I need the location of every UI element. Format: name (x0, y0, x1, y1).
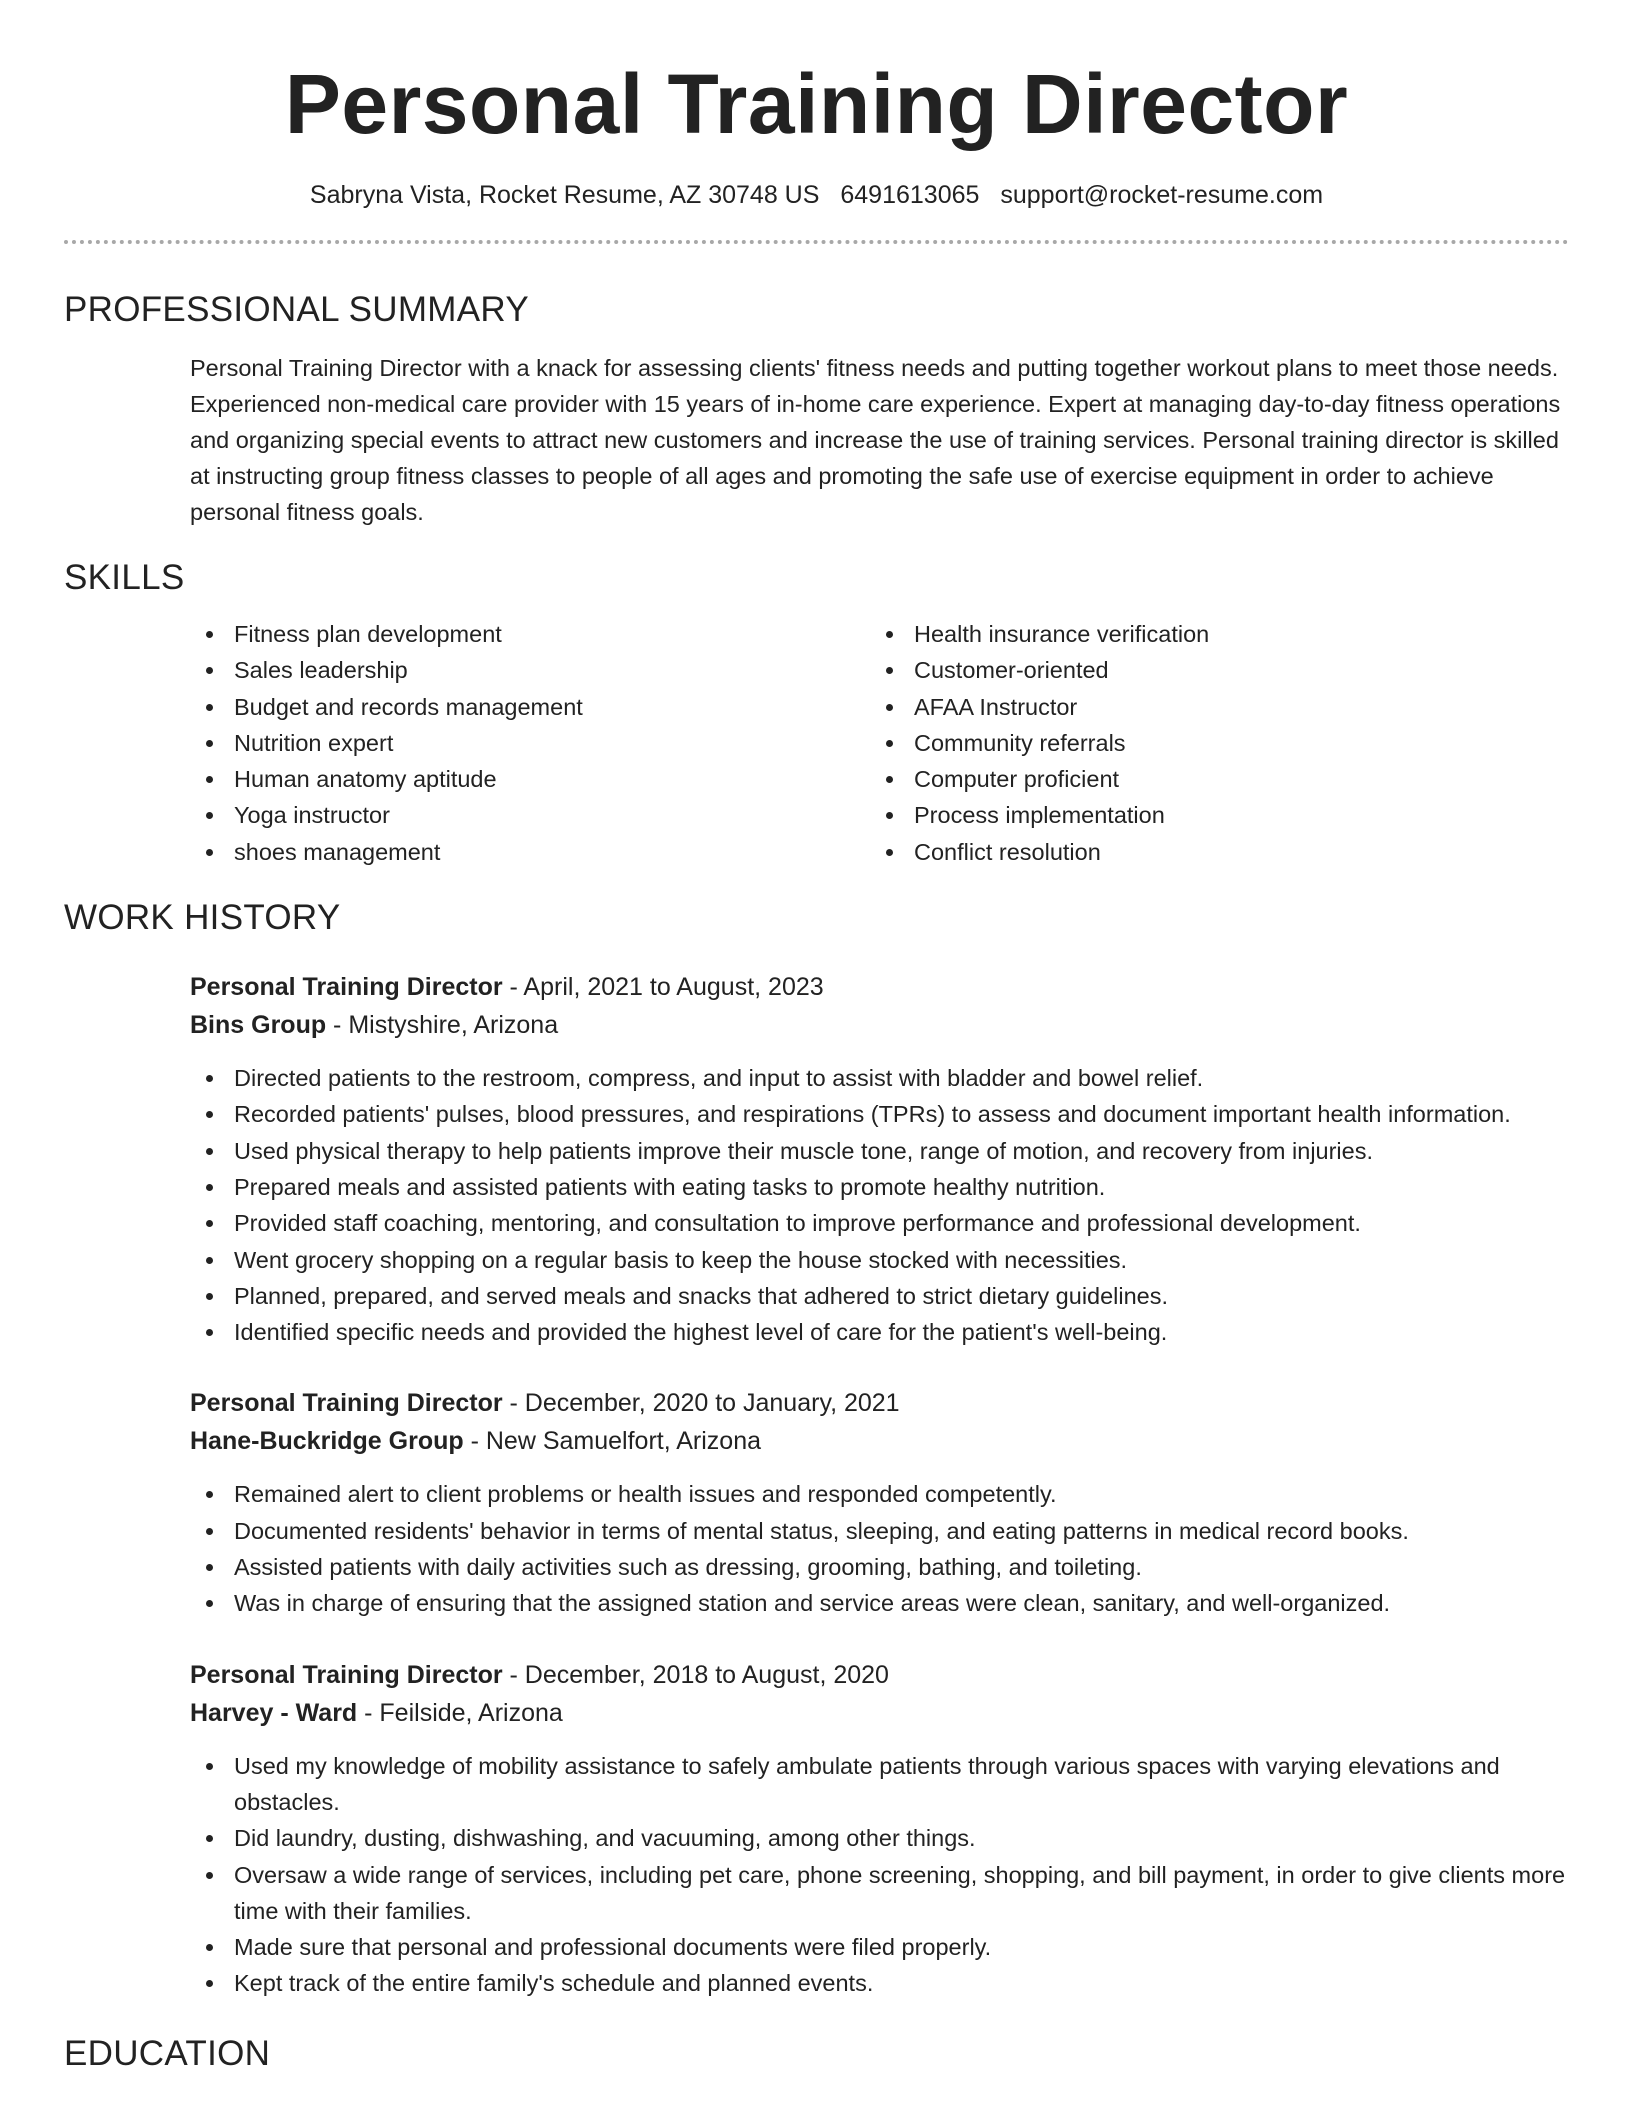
summary-heading: PROFESSIONAL SUMMARY (64, 290, 529, 329)
skills-column-left (190, 616, 870, 870)
job-dates: - December, 2020 to January, 2021 (502, 1389, 900, 1418)
job-title-line (190, 1656, 1569, 1694)
skill-item: Conflict resolution (870, 834, 1550, 870)
job-duties (190, 1060, 1569, 1350)
duty-item: Planned, prepared, and served meals and snacks that adhered to strict dietary guidelines. (190, 1278, 1569, 1314)
skill-item: shoes management (190, 834, 870, 870)
duty-item: Kept track of the entire family's schedule and planned events. (190, 1965, 1569, 2001)
duty-item: Was in charge of ensuring that the assigned station and service areas were clean, sanitary, and well-organized. (190, 1585, 1569, 1621)
skill-item: AFAA Instructor (870, 689, 1550, 725)
job-entry (190, 1384, 1569, 1621)
skill-item: Health insurance verification (870, 616, 1550, 652)
duty-item: Recorded patients' pulses, blood pressures, and respirations (TPRs) to assess and document important health information. (190, 1096, 1569, 1132)
duty-item: Made sure that personal and professional documents were filed properly. (190, 1929, 1569, 1965)
contact-phone: 6491613065 (840, 181, 980, 209)
skill-item: Yoga instructor (190, 797, 870, 833)
job-company: Bins Group (190, 1011, 327, 1040)
job-role: Personal Training Director (190, 1389, 503, 1418)
job-company: Hane-Buckridge Group (190, 1427, 464, 1456)
skills-column-right (870, 616, 1550, 870)
duty-item: Assisted patients with daily activities such as dressing, grooming, bathing, and toileting. (190, 1549, 1569, 1585)
summary-text: Personal Training Director with a knack for assessing clients' fitness needs and putting together workout plans to meet those needs. Experienced non-medical care provider with 15 years of in-home care experience. Expert at managing day-to-day fitness operations and organizing special events to attract new customers and increase the use of training services. Personal training director is skilled at instructing group fitness classes to people of all ages and promoting the safe use of exercise equipment in order to achieve personal fitness goals. (190, 355, 1561, 525)
job-duties (190, 1748, 1569, 2002)
contact-address: Sabryna Vista, Rocket Resume, AZ 30748 US (309, 181, 820, 209)
job-location: - New Samuelfort, Arizona (463, 1427, 761, 1456)
job-dates: - April, 2021 to August, 2023 (502, 973, 824, 1002)
skills-heading: SKILLS (64, 558, 185, 597)
job-role: Personal Training Director (190, 973, 503, 1002)
contact-line (64, 178, 1569, 212)
job-entry (190, 1656, 1569, 2002)
duty-item: Remained alert to client problems or health issues and responded competently. (190, 1476, 1569, 1512)
skill-item: Process implementation (870, 797, 1550, 833)
work-history-heading: WORK HISTORY (64, 898, 341, 938)
duty-item: Oversaw a wide range of services, including pet care, phone screening, shopping, and bill payment, in order to give clients more time with their families. (190, 1857, 1569, 1930)
job-title-line (190, 968, 1569, 1006)
skill-item: Sales leadership (190, 652, 870, 688)
skill-item: Nutrition expert (190, 725, 870, 761)
job-entry (190, 968, 1569, 1350)
skill-item: Human anatomy aptitude (190, 761, 870, 797)
skill-item: Community referrals (870, 725, 1550, 761)
resume-name: Personal Training Director (284, 57, 1349, 151)
education-heading: EDUCATION (64, 2033, 271, 2073)
skill-item: Computer proficient (870, 761, 1550, 797)
duty-item: Used physical therapy to help patients improve their muscle tone, range of motion, and recovery from injuries. (190, 1133, 1569, 1169)
duty-item: Documented residents' behavior in terms of mental status, sleeping, and eating patterns in medical record books. (190, 1513, 1569, 1549)
job-company-line (190, 1694, 1569, 1732)
duty-item: Went grocery shopping on a regular basis to keep the house stocked with necessities. (190, 1242, 1569, 1278)
job-duties (190, 1476, 1569, 1621)
duty-item: Prepared meals and assisted patients with eating tasks to promote healthy nutrition. (190, 1169, 1569, 1205)
job-company: Harvey - Ward (190, 1698, 358, 1727)
skill-item: Budget and records management (190, 689, 870, 725)
job-role: Personal Training Director (190, 1660, 503, 1689)
job-title-line (190, 1384, 1569, 1422)
duty-item: Directed patients to the restroom, compress, and input to assist with bladder and bowel relief. (190, 1060, 1569, 1096)
duty-item: Used my knowledge of mobility assistance to safely ambulate patients through various spaces with varying elevations and obstacles. (190, 1748, 1569, 1821)
job-company-line (190, 1422, 1569, 1460)
duty-item: Did laundry, dusting, dishwashing, and vacuuming, among other things. (190, 1820, 1569, 1856)
job-dates: - December, 2018 to August, 2020 (502, 1660, 889, 1689)
duty-item: Identified specific needs and provided the highest level of care for the patient's well-being. (190, 1314, 1569, 1350)
skill-item: Customer-oriented (870, 652, 1550, 688)
resume-page (64, 0, 1569, 2112)
duty-item: Provided staff coaching, mentoring, and consultation to improve performance and professional development. (190, 1205, 1569, 1241)
contact-email: support@rocket-resume.com (1000, 181, 1324, 209)
header-divider (64, 240, 1569, 244)
job-location: - Feilside, Arizona (357, 1698, 563, 1727)
skills-list (190, 616, 1569, 870)
skill-item: Fitness plan development (190, 616, 870, 652)
job-location: - Mistyshire, Arizona (326, 1011, 559, 1040)
job-company-line (190, 1006, 1569, 1044)
